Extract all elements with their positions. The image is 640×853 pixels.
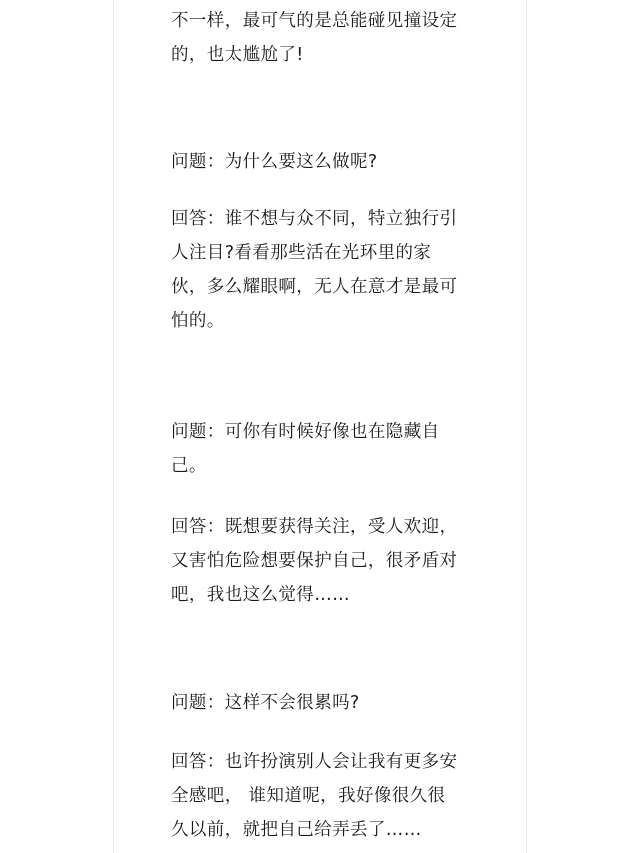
answer-3 (171, 745, 473, 847)
text-line: 回答：既想要获得关注，受人欢迎， (171, 517, 458, 537)
question-3 (171, 686, 473, 720)
text-line: 回答：谁不想与众不同，特立独行引 (171, 209, 458, 229)
text-line: 怕的。 (171, 311, 225, 331)
text-line: 的，也太尴尬了! (171, 45, 304, 65)
text-line: 伙，多么耀眼啊，无人在意才是最可 (171, 277, 458, 297)
text-line: 己。 (171, 456, 207, 476)
answer-2 (171, 510, 473, 612)
question-1 (171, 145, 473, 179)
text-line: 不一样，最可气的是总能碰见撞设定 (171, 11, 458, 31)
text-line: 全感吧， 谁知道呢，我好像很久很 (171, 786, 446, 806)
text-line: 又害怕危险想要保护自己，很矛盾对 (171, 551, 458, 571)
answer-1 (171, 202, 473, 338)
text-line: 久以前，就把自己给弄丢了…… (171, 820, 422, 840)
article-page (113, 0, 527, 853)
paragraph-intro (171, 4, 473, 72)
text-line: 回答：也许扮演别人会让我有更多安 (171, 752, 458, 772)
question-2 (171, 415, 473, 483)
text-line: 问题：为什么要这么做呢? (171, 152, 378, 172)
text-line: 问题：这样不会很累吗? (171, 693, 360, 713)
text-line: 吧，我也这么觉得…… (171, 585, 350, 605)
text-line: 人注目?看看那些活在光环里的家 (171, 243, 432, 263)
text-line: 问题：可你有时候好像也在隐藏自 (171, 422, 440, 442)
